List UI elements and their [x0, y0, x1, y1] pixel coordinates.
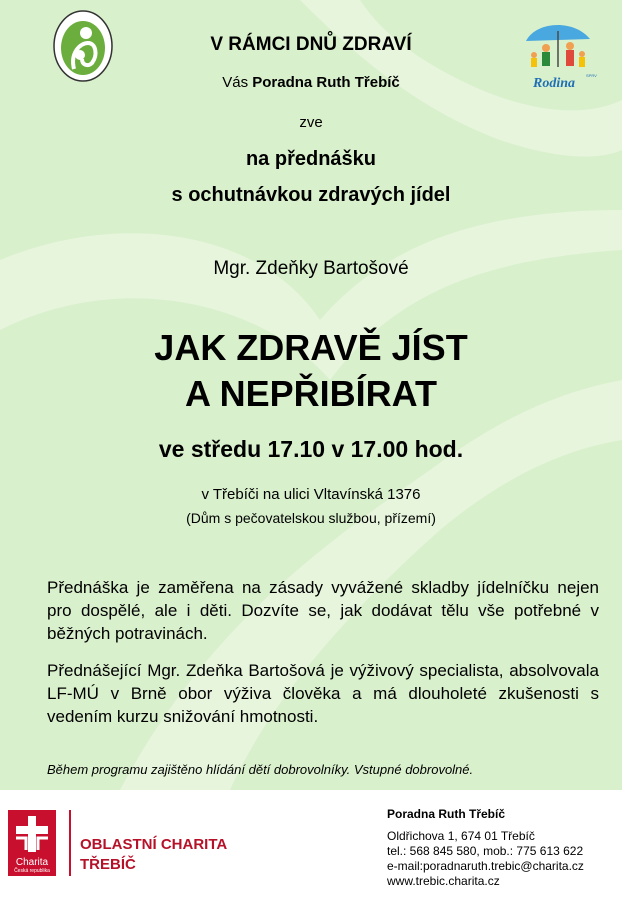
headline-line-2: A NEPŘIBÍRAT — [185, 373, 437, 414]
subtitle-tasting: s ochutnávkou zdravých jídel — [171, 184, 451, 206]
cross-icon — [8, 810, 56, 858]
childcare-note: Během programu zajištěno hlídání dětí dobrovolníky. Vstupné dobrovolné. — [47, 762, 474, 777]
subtitle-lecture: na přednášku — [245, 148, 377, 170]
charita-name-line-1: OBLASTNÍ CHARITA — [80, 836, 228, 853]
charita-organization-name — [80, 835, 227, 875]
organizer-name: Poradna Ruth Třebíč — [252, 74, 400, 91]
rodina-small-text: SPRV — [586, 73, 597, 78]
charita-mark-label: Charita — [15, 857, 49, 868]
invite-line — [0, 74, 622, 91]
contact-phones: tel.: 568 845 580, mob.: 775 613 622 — [387, 844, 584, 858]
invite-verb: zve — [299, 114, 323, 131]
speaker-name: Mgr. Zdeňky Bartošové — [213, 258, 409, 279]
contact-website[interactable]: www.trebic.charita.cz — [387, 874, 500, 888]
event-place-detail: (Dům s pečovatelskou službou, přízemí) — [186, 510, 436, 526]
invite-prefix: Vás — [222, 74, 253, 91]
contact-organization: Poradna Ruth Třebíč — [387, 807, 506, 821]
event-place: v Třebíči na ulici Vltavínská 1376 — [201, 486, 421, 503]
description-paragraph-1: Přednáška je zaměřena na zásady vyvážené skladby jídelníčku nejen pro dospělé, ale i děti. Dozvíte se, jak dodávat tělu vše potřebné v běžných potravinách. — [47, 578, 599, 643]
headline-line-1: JAK ZDRAVĚ JÍST — [154, 327, 468, 368]
description-paragraph-2: Přednášející Mgr. Zdeňka Bartošová je výživový specialista, absolvovala LF-MÚ v Brně obor výživa člověka a má dlouholeté zkušenosti s vedením kurzu snižování hmotnosti. — [47, 661, 599, 726]
footer-divider — [69, 810, 71, 876]
event-date-time: ve středu 17.10 v 17.00 hod. — [158, 436, 464, 462]
contact-email[interactable]: e-mail:poradnaruth.trebic@charita.cz — [387, 859, 584, 873]
charita-name-line-2: TŘEBÍČ — [80, 856, 136, 873]
contact-address: Oldřichova 1, 674 01 Třebíč — [387, 829, 535, 843]
header-title: V RÁMCI DNŮ ZDRAVÍ — [210, 34, 412, 55]
charita-mark-small: Česká republika — [14, 868, 50, 874]
rodina-brand-text: Rodina — [532, 76, 576, 91]
